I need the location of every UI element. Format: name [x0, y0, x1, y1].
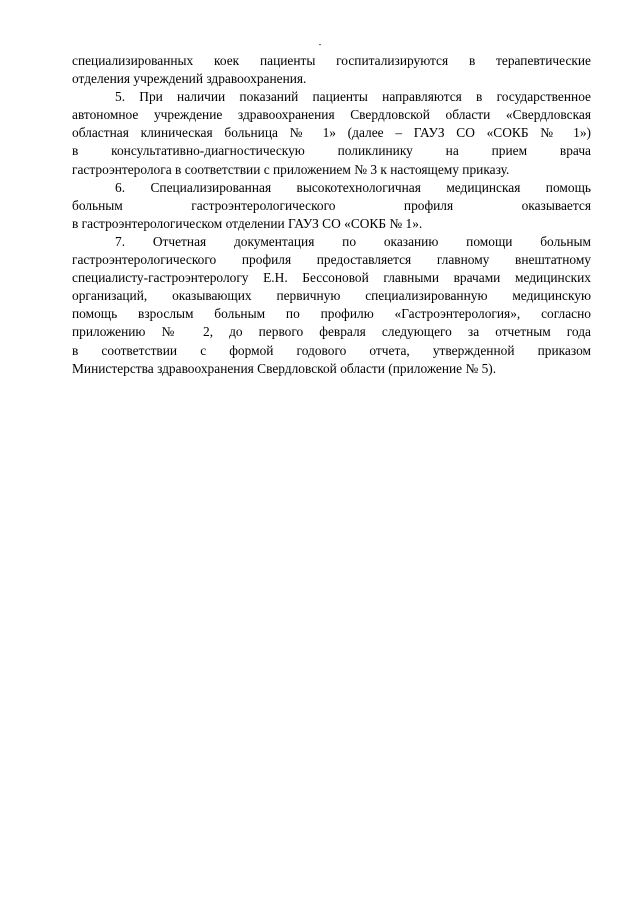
- document-body: [72, 52, 591, 378]
- text-line: гастроэнтеролога в соответствии с приложением № 3 к настоящему приказу.: [72, 161, 510, 177]
- text-line: больным гастроэнтерологического профиля оказывается: [72, 197, 591, 213]
- text-line: 5. При наличии показаний пациенты направляются в государственное: [115, 89, 591, 105]
- text-line: отделения учреждений здравоохранения.: [72, 71, 307, 87]
- text-line: 7. Отчетная документация по оказанию помощи больным: [115, 233, 591, 249]
- text-line: организаций, оказывающих первичную специализированную медицинскую: [72, 288, 591, 304]
- text-line: гастроэнтерологического профиля предоставляется главному внештатному: [72, 252, 591, 268]
- text-line: автономное учреждение здравоохранения Свердловской области «Свердловская: [72, 107, 591, 123]
- page-number: -: [318, 40, 322, 49]
- text-line: 6. Специализированная высокотехнологичная медицинская помощь: [115, 179, 591, 195]
- text-line: в гастроэнтерологическом отделении ГАУЗ СО «СОКБ № 1».: [72, 215, 423, 231]
- text-line: специалисту-гастроэнтерологу Е.Н. Бессоновой главными врачами медицинских: [72, 270, 591, 286]
- text-line: в консультативно-диагностическую поликлинику на прием врача: [72, 143, 591, 159]
- text-line: в соответствии с формой годового отчета, утвержденной приказом: [72, 342, 591, 358]
- text-line: приложению № 2, до первого февраля следующего за отчетным года: [72, 324, 591, 340]
- text-line: помощь взрослым больным по профилю «Гастроэнтерология», согласно: [72, 306, 591, 322]
- text-line: Министерства здравоохранения Свердловской области (приложение № 5).: [72, 360, 497, 376]
- text-line: специализированных коек пациенты госпитализируются в терапевтические: [72, 53, 591, 68]
- text-line: областная клиническая больница № 1» (далее – ГАУЗ СО «СОКБ № 1»): [72, 125, 591, 141]
